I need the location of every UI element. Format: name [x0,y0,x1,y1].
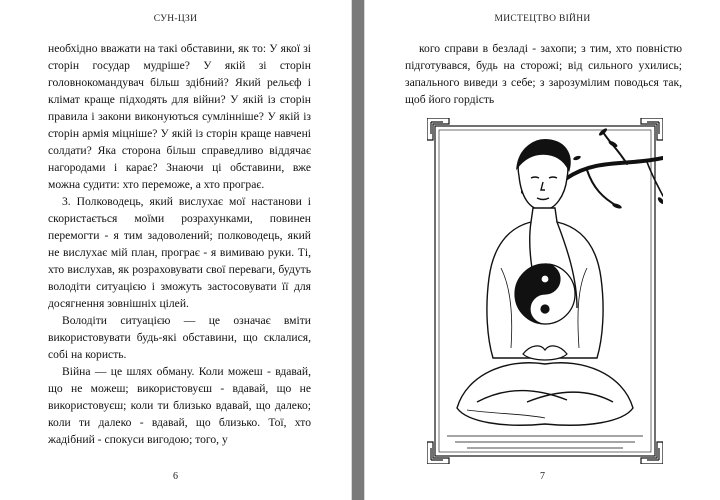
running-head-right: МИСТЕЦТВО ВІЙНИ [494,14,591,24]
ground-shading [447,436,643,448]
monk-head [517,140,570,210]
paragraph: Війна — це шлях обману. Коли можеш - вдавай, що не можеш; використовуєш - вдавай, що не використовуєш; коли ти близько вдавай, що далеко; коли ти далеко - вдавай, що близько. Тої, хто жадібний - спокуси вигодою; того, у [48,365,311,446]
running-head-left: СУН-ЦЗИ [153,14,198,24]
yin-yang-icon [515,264,575,324]
right-body-text [405,40,682,108]
left-page [0,0,352,500]
page-number-right: 7 [540,471,545,482]
paragraph: Володіти ситуацією — це означає вміти використовувати будь-які обставини, що склалися, собі на користь. [48,314,311,361]
paragraph: 3. Полководець, який вислухає мої настанови і скористається моїми розрахунками, повинен перемогти - я тим задоволений; полководець, який не вислухає мій план, програє - я вимиваю руки. Ті, хто вислухав, як розраховувати свої переваги, будуть володіти ситуацією і зможуть застосовувати її для досягнення зовнішніх цілей. [48,195,311,310]
left-body-text [48,40,311,448]
meditating-monk-illustration [427,118,663,464]
paragraph: необхідно вважати на такі обставини, як то: У якої зі сторін государ мудріше? У якій зі сторін головнокомандувач більш здібний? Який рельєф і клімат краще підходять для війни? У якій із сторін правила і закони виконуються сумлінніше? У якій із сторін армія міцніше? У якій із сторін краще навчені солдати? Яка сторона більш справедливо віддячає нагородами і карає? Знаючи ці обставини, вже можна судити: хто переможе, а хто програє. [48,42,311,191]
crossed-legs [457,363,633,425]
page-number-left: 6 [173,471,178,482]
right-page [364,0,720,500]
paragraph: кого справи в безладі - захопи; з тим, хто повністю підготувався, будь на сторожі; від сильного ухились; запального виведи з себе; з зарозумілим поводься так, щоб його гордість [405,42,682,106]
